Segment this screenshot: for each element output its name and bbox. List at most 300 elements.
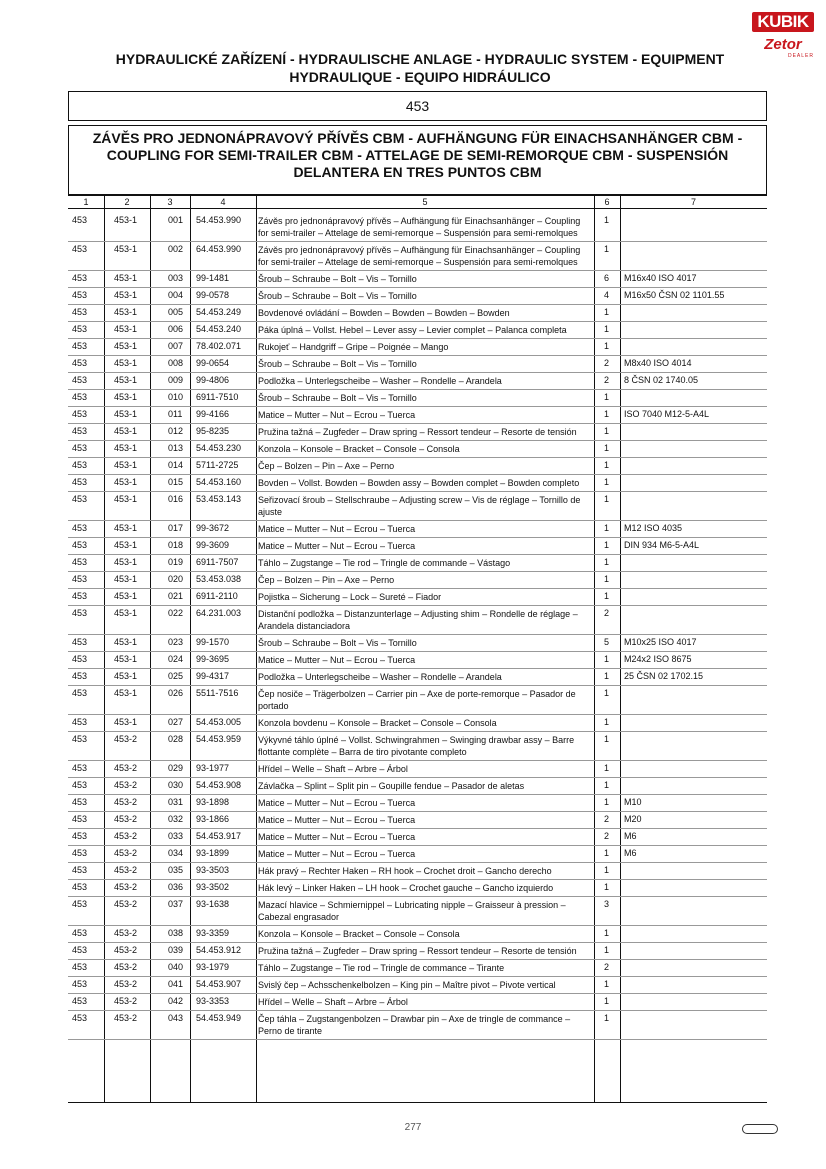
- cell-c4: 53.453.143: [196, 494, 242, 504]
- cell-quantity: 1: [604, 443, 610, 453]
- cell-quantity: 1: [604, 780, 610, 790]
- cell-c2: 453-2: [114, 928, 138, 938]
- table-row: [68, 732, 767, 761]
- cell-c2: 453-1: [114, 460, 138, 470]
- cell-description: Matice – Mutter – Nut – Ecrou – Tuerca: [258, 541, 416, 551]
- cell-c3: 009: [168, 375, 184, 385]
- cell-c3: 022: [168, 608, 184, 618]
- cell-c1: 453: [72, 477, 88, 487]
- cell-c3: 035: [168, 865, 184, 875]
- cell-c2: 453-2: [114, 899, 138, 909]
- cell-c2: 453-1: [114, 392, 138, 402]
- cell-note: M24x2 ISO 8675: [624, 654, 692, 664]
- cell-c3: 003: [168, 273, 184, 283]
- cell-quantity: 1: [604, 688, 610, 698]
- cell-c2: 453-1: [114, 654, 138, 664]
- cell-quantity: 1: [604, 324, 610, 334]
- cell-c3: 031: [168, 797, 184, 807]
- cell-c3: 016: [168, 494, 184, 504]
- cell-c4: 99-4166: [196, 409, 230, 419]
- cell-c1: 453: [72, 763, 88, 773]
- cell-c3: 042: [168, 996, 184, 1006]
- table-row: [68, 897, 767, 926]
- table-row: [68, 242, 767, 271]
- cell-quantity: 1: [604, 494, 610, 504]
- cell-c2: 453-2: [114, 780, 138, 790]
- cell-description: Matice – Mutter – Nut – Ecrou – Tuerca: [258, 524, 416, 534]
- cell-description: Závěs pro jednonápravový přívěs – Aufhängung für Einachsanhänger – Coupling for semi-trailer – Attelage de semi-remorque – Suspensión para semi-remolques: [258, 216, 581, 238]
- cell-c4: 93-3503: [196, 865, 230, 875]
- cell-description: Pružina tažná – Zugfeder – Draw spring – Ressort tendeur – Resorte de tensión: [258, 427, 577, 437]
- cell-description: Závlačka – Splint – Split pin – Goupille fendue – Pasador de aletas: [258, 781, 525, 791]
- cell-description: Matice – Mutter – Nut – Ecrou – Tuerca: [258, 798, 416, 808]
- cell-c3: 020: [168, 574, 184, 584]
- cell-c1: 453: [72, 540, 88, 550]
- cell-description: Svislý čep – Achsschenkelbolzen – King pin – Maître pivot – Pivote vertical: [258, 980, 556, 990]
- cell-description: Matice – Mutter – Nut – Ecrou – Tuerca: [258, 832, 416, 842]
- cell-c4: 6911-7507: [196, 557, 239, 567]
- cell-description: Matice – Mutter – Nut – Ecrou – Tuerca: [258, 655, 416, 665]
- table-row: [68, 555, 767, 572]
- table-row: [68, 356, 767, 373]
- cell-c1: 453: [72, 244, 88, 254]
- cell-quantity: 2: [604, 375, 610, 385]
- cell-c3: 032: [168, 814, 184, 824]
- table-row: [68, 829, 767, 846]
- table-row: [68, 686, 767, 715]
- cell-note: M20: [624, 814, 642, 824]
- table-row: [68, 669, 767, 686]
- cell-quantity: 4: [604, 290, 610, 300]
- table-row: [68, 407, 767, 424]
- cell-c3: 010: [168, 392, 184, 402]
- cell-quantity: 1: [604, 409, 610, 419]
- cell-description: Hák pravý – Rechter Haken – RH hook – Crochet droit – Gancho derecho: [258, 866, 552, 876]
- cell-c2: 453-2: [114, 996, 138, 1006]
- cell-c4: 93-1866: [196, 814, 230, 824]
- cell-c3: 018: [168, 540, 184, 550]
- cell-c2: 453-1: [114, 717, 138, 727]
- cell-quantity: 1: [604, 717, 610, 727]
- cell-c1: 453: [72, 494, 88, 504]
- cell-c3: 002: [168, 244, 184, 254]
- table-bottom-border: [68, 1102, 767, 1103]
- cell-c4: 54.453.230: [196, 443, 242, 453]
- cell-quantity: 1: [604, 426, 610, 436]
- cell-c4: 93-1979: [196, 962, 230, 972]
- cell-c2: 453-1: [114, 671, 138, 681]
- cell-c3: 026: [168, 688, 184, 698]
- cell-note: 8 ČSN 02 1740.05: [624, 375, 699, 385]
- cell-c4: 54.453.005: [196, 717, 242, 727]
- cell-quantity: 2: [604, 608, 610, 618]
- cell-c4: 5711-2725: [196, 460, 239, 470]
- table-row: [68, 492, 767, 521]
- cell-c4: 53.453.038: [196, 574, 242, 584]
- cell-c1: 453: [72, 865, 88, 875]
- document-header: [70, 50, 770, 86]
- cell-quantity: 1: [604, 392, 610, 402]
- cell-note: M8x40 ISO 4014: [624, 358, 692, 368]
- cell-c3: 017: [168, 523, 184, 533]
- cell-c4: 99-4317: [196, 671, 230, 681]
- cell-c4: 64.453.990: [196, 244, 242, 254]
- cell-c2: 453-1: [114, 426, 138, 436]
- table-row: [68, 977, 767, 994]
- cell-quantity: 3: [604, 899, 610, 909]
- cell-c3: 004: [168, 290, 184, 300]
- cell-c2: 453-2: [114, 734, 138, 744]
- table-row: [68, 339, 767, 356]
- table-row: [68, 424, 767, 441]
- cell-description: Konzola – Konsole – Bracket – Console – Consola: [258, 444, 460, 454]
- table-row: [68, 322, 767, 339]
- cell-c2: 453-2: [114, 848, 138, 858]
- cell-c3: 027: [168, 717, 184, 727]
- cell-c2: 453-1: [114, 557, 138, 567]
- cell-c1: 453: [72, 882, 88, 892]
- cell-c2: 453-2: [114, 763, 138, 773]
- table-row: [68, 213, 767, 242]
- cell-description: Páka úplná – Vollst. Hebel – Lever assy – Levier complet – Palanca completa: [258, 325, 567, 335]
- cell-description: Čep nosiče – Trägerbolzen – Carrier pin – Axe de porte-remorque – Pasador de portado: [258, 689, 576, 711]
- cell-c3: 015: [168, 477, 184, 487]
- cell-note: M16x50 ČSN 02 1101.55: [624, 290, 725, 300]
- cell-c1: 453: [72, 780, 88, 790]
- cell-quantity: 2: [604, 831, 610, 841]
- cell-note: M10: [624, 797, 642, 807]
- cell-quantity: 1: [604, 979, 610, 989]
- cell-quantity: 1: [604, 882, 610, 892]
- cell-c4: 54.453.908: [196, 780, 242, 790]
- cell-c2: 453-2: [114, 945, 138, 955]
- cell-c2: 453-1: [114, 608, 138, 618]
- cell-quantity: 1: [604, 540, 610, 550]
- cell-quantity: 1: [604, 574, 610, 584]
- cell-quantity: 1: [604, 734, 610, 744]
- cell-c4: 54.453.240: [196, 324, 242, 334]
- cell-c4: 54.453.907: [196, 979, 242, 989]
- cell-note: M12 ISO 4035: [624, 523, 683, 533]
- cell-c3: 030: [168, 780, 184, 790]
- cell-description: Podložka – Unterlegscheibe – Washer – Rondelle – Arandela: [258, 376, 502, 386]
- cell-description: Závěs pro jednonápravový přívěs – Aufhängung für Einachsanhänger – Coupling for semi-trailer – Attelage de semi-remorque – Suspensión para semi-remolques: [258, 245, 581, 267]
- cell-quantity: 1: [604, 307, 610, 317]
- table-row: [68, 1011, 767, 1040]
- cell-c4: 99-0578: [196, 290, 230, 300]
- cell-c3: 001: [168, 215, 184, 225]
- cell-c3: 024: [168, 654, 184, 664]
- title-line-3: DELANTERA EN TRES PUNTOS CBM: [293, 164, 542, 180]
- cell-description: Šroub – Schraube – Bolt – Vis – Tornillo: [258, 359, 417, 369]
- table-row: [68, 863, 767, 880]
- cell-quantity: 1: [604, 1013, 610, 1023]
- cell-c1: 453: [72, 814, 88, 824]
- cell-description: Matice – Mutter – Nut – Ecrou – Tuerca: [258, 410, 416, 420]
- cell-c2: 453-1: [114, 637, 138, 647]
- cell-description: Čep – Bolzen – Pin – Axe – Perno: [258, 575, 395, 585]
- cell-c1: 453: [72, 392, 88, 402]
- cell-quantity: 1: [604, 671, 610, 681]
- cell-c1: 453: [72, 962, 88, 972]
- table-row: [68, 994, 767, 1011]
- cell-c1: 453: [72, 1013, 88, 1023]
- table-row: [68, 778, 767, 795]
- cell-c4: 99-1481: [196, 273, 230, 283]
- cell-c1: 453: [72, 608, 88, 618]
- cell-c3: 036: [168, 882, 184, 892]
- cell-description: Čep – Bolzen – Pin – Axe – Perno: [258, 461, 395, 471]
- cell-quantity: 1: [604, 523, 610, 533]
- cell-quantity: 1: [604, 996, 610, 1006]
- cell-c1: 453: [72, 637, 88, 647]
- table-row: [68, 475, 767, 492]
- cell-c1: 453: [72, 717, 88, 727]
- cell-c4: 64.231.003: [196, 608, 242, 618]
- cell-note: ISO 7040 M12-5-A4L: [624, 409, 710, 419]
- cell-c4: 93-1898: [196, 797, 230, 807]
- cell-c3: 019: [168, 557, 184, 567]
- cell-description: Šroub – Schraube – Bolt – Vis – Tornillo: [258, 393, 417, 403]
- column-header: 1: [83, 197, 89, 207]
- cell-c4: 99-3695: [196, 654, 230, 664]
- cell-quantity: 1: [604, 654, 610, 664]
- cell-c4: 93-3359: [196, 928, 230, 938]
- cell-note: M6: [624, 831, 637, 841]
- cell-c2: 453-2: [114, 865, 138, 875]
- cell-description: Bovdenové ovládání – Bowden – Bowden – Bowden – Bowden: [258, 308, 510, 318]
- cell-c1: 453: [72, 409, 88, 419]
- column-header-row: [68, 195, 767, 209]
- cell-c2: 453-1: [114, 215, 138, 225]
- cell-c1: 453: [72, 557, 88, 567]
- cell-c4: 93-1899: [196, 848, 230, 858]
- cell-c2: 453-1: [114, 688, 138, 698]
- cell-quantity: 2: [604, 814, 610, 824]
- cell-c1: 453: [72, 797, 88, 807]
- cell-c3: 038: [168, 928, 184, 938]
- cell-c4: 54.453.990: [196, 215, 242, 225]
- cell-c3: 033: [168, 831, 184, 841]
- cell-quantity: 2: [604, 358, 610, 368]
- cell-description: Šroub – Schraube – Bolt – Vis – Tornillo: [258, 274, 417, 284]
- cell-c1: 453: [72, 848, 88, 858]
- cell-description: Mazací hlavice – Schmiernippel – Lubricating nipple – Graisseur à pression – Cabezal engrasador: [258, 900, 566, 922]
- cell-quantity: 5: [604, 637, 610, 647]
- cell-c2: 453-1: [114, 443, 138, 453]
- cell-c1: 453: [72, 426, 88, 436]
- cell-note: M10x25 ISO 4017: [624, 637, 697, 647]
- cell-description: Distanční podložka – Distanzunterlage – Adjusting shim – Rondelle de réglage – Arandela distanciadora: [258, 609, 578, 631]
- table-row: [68, 880, 767, 897]
- section-number: 453: [68, 91, 767, 121]
- cell-description: Seřizovací šroub – Stellschraube – Adjusting screw – Vis de réglage – Tornillo de ajuste: [258, 495, 581, 517]
- cell-quantity: 1: [604, 215, 610, 225]
- cell-c3: 023: [168, 637, 184, 647]
- cell-c4: 93-1977: [196, 763, 230, 773]
- cell-c1: 453: [72, 358, 88, 368]
- cell-note: M16x40 ISO 4017: [624, 273, 697, 283]
- cell-c3: 040: [168, 962, 184, 972]
- cell-c3: 008: [168, 358, 184, 368]
- cell-c4: 6911-7510: [196, 392, 239, 402]
- cell-c1: 453: [72, 574, 88, 584]
- cell-c2: 453-1: [114, 494, 138, 504]
- title-line-1: ZÁVĚS PRO JEDNONÁPRAVOVÝ PŘÍVĚS CBM - AUFHÄNGUNG FÜR EINACHSANHÄNGER CBM -: [92, 130, 743, 146]
- cell-quantity: 1: [604, 848, 610, 858]
- cell-c2: 453-1: [114, 273, 138, 283]
- cell-description: Pružina tažná – Zugfeder – Draw spring – Ressort tendeur – Resorte de tensión: [258, 946, 577, 956]
- table-row: [68, 960, 767, 977]
- header-line-2: HYDRAULIQUE - EQUIPO HIDRÁULICO: [289, 69, 551, 85]
- table-row: [68, 373, 767, 390]
- cell-quantity: 6: [604, 273, 610, 283]
- cell-c3: 007: [168, 341, 184, 351]
- table-row: [68, 521, 767, 538]
- cell-c1: 453: [72, 307, 88, 317]
- cell-c1: 453: [72, 523, 88, 533]
- cell-c2: 453-1: [114, 409, 138, 419]
- cell-description: Matice – Mutter – Nut – Ecrou – Tuerca: [258, 815, 416, 825]
- cell-c4: 54.453.959: [196, 734, 242, 744]
- table-row: [68, 441, 767, 458]
- cell-c3: 011: [168, 409, 183, 419]
- table-row: [68, 652, 767, 669]
- cell-c1: 453: [72, 341, 88, 351]
- cell-c2: 453-1: [114, 341, 138, 351]
- cell-quantity: 1: [604, 477, 610, 487]
- cell-c3: 005: [168, 307, 184, 317]
- cell-c3: 028: [168, 734, 184, 744]
- cell-c4: 99-4806: [196, 375, 230, 385]
- cell-c2: 453-2: [114, 979, 138, 989]
- cell-description: Výkyvné táhlo úplné – Vollst. Schwingrahmen – Swinging drawbar assy – Barre flottante complète – Barra de tiro pivotante completo: [258, 735, 575, 757]
- cell-c2: 453-2: [114, 814, 138, 824]
- cell-quantity: 1: [604, 460, 610, 470]
- cell-c4: 54.453.249: [196, 307, 242, 317]
- cell-c3: 014: [168, 460, 184, 470]
- cell-quantity: 2: [604, 962, 610, 972]
- table-row: [68, 812, 767, 829]
- cell-c4: 6911-2110: [196, 591, 238, 601]
- cell-description: Pojistka – Sicherung – Lock – Sureté – Fiador: [258, 592, 442, 602]
- cell-c4: 99-3609: [196, 540, 230, 550]
- cell-c1: 453: [72, 671, 88, 681]
- cell-quantity: 1: [604, 763, 610, 773]
- cell-quantity: 1: [604, 945, 610, 955]
- cell-c3: 029: [168, 763, 184, 773]
- cell-c2: 453-1: [114, 591, 138, 601]
- cell-description: Konzola bovdenu – Konsole – Bracket – Console – Consola: [258, 718, 497, 728]
- cell-c1: 453: [72, 443, 88, 453]
- cell-c4: 99-3672: [196, 523, 230, 533]
- table-row: [68, 271, 767, 288]
- cell-c3: 043: [168, 1013, 184, 1023]
- cell-c1: 453: [72, 831, 88, 841]
- cell-quantity: 1: [604, 865, 610, 875]
- cell-c1: 453: [72, 688, 88, 698]
- cell-c1: 453: [72, 591, 88, 601]
- cell-description: Šroub – Schraube – Bolt – Vis – Tornillo: [258, 291, 417, 301]
- cell-c2: 453-1: [114, 477, 138, 487]
- cell-description: Podložka – Unterlegscheibe – Washer – Rondelle – Arandela: [258, 672, 502, 682]
- cell-note: 25 ČSN 02 1702.15: [624, 671, 704, 681]
- cell-c4: 93-1638: [196, 899, 230, 909]
- cell-c2: 453-1: [114, 523, 138, 533]
- cell-c1: 453: [72, 273, 88, 283]
- cell-c1: 453: [72, 324, 88, 334]
- cell-c4: 99-1570: [196, 637, 230, 647]
- table-row: [68, 606, 767, 635]
- table-row: [68, 305, 767, 322]
- cell-c1: 453: [72, 945, 88, 955]
- table-row: [68, 635, 767, 652]
- cell-c2: 453-1: [114, 375, 138, 385]
- column-header: 7: [690, 197, 696, 207]
- cell-c4: 99-0654: [196, 358, 230, 368]
- table-row: [68, 761, 767, 778]
- table-row: [68, 846, 767, 863]
- cell-c2: 453-2: [114, 831, 138, 841]
- cell-c4: 93-3353: [196, 996, 230, 1006]
- cell-c4: 54.453.917: [196, 831, 242, 841]
- cell-description: Konzola – Konsole – Bracket – Console – Consola: [258, 929, 460, 939]
- header-line-1: HYDRAULICKÉ ZAŘÍZENÍ - HYDRAULISCHE ANLAGE - HYDRAULIC SYSTEM - EQUIPMENT: [115, 51, 725, 67]
- cell-c2: 453-2: [114, 797, 138, 807]
- column-header: 2: [124, 197, 130, 207]
- cell-c2: 453-1: [114, 574, 138, 584]
- cell-description: Hřídel – Welle – Shaft – Arbre – Árbol: [258, 997, 408, 1007]
- column-header: 6: [604, 197, 610, 207]
- footer-mark: [742, 1124, 778, 1134]
- column-header: 5: [422, 197, 428, 207]
- column-header: 3: [167, 197, 173, 207]
- cell-description: Hřídel – Welle – Shaft – Arbre – Árbol: [258, 764, 408, 774]
- cell-c4: 78.402.071: [196, 341, 242, 351]
- cell-c4: 54.453.160: [196, 477, 242, 487]
- cell-c4: 5511-7516: [196, 688, 239, 698]
- cell-c1: 453: [72, 996, 88, 1006]
- table-row: [68, 288, 767, 305]
- cell-c3: 006: [168, 324, 184, 334]
- cell-description: Bovden – Vollst. Bowden – Bowden assy – Bowden complet – Bowden completo: [258, 478, 580, 488]
- cell-c1: 453: [72, 215, 88, 225]
- cell-description: Čep táhla – Zugstangenbolzen – Drawbar pin – Axe de tringle de commance – Perno de tirante: [258, 1014, 571, 1036]
- cell-description: Rukojeť – Handgriff – Gripe – Poignée – Mango: [258, 342, 449, 352]
- column-header: 4: [220, 197, 226, 207]
- cell-c1: 453: [72, 734, 88, 744]
- cell-c3: 013: [168, 443, 184, 453]
- cell-c3: 037: [168, 899, 184, 909]
- cell-c1: 453: [72, 460, 88, 470]
- cell-quantity: 1: [604, 591, 610, 601]
- logo-brand: KUBIK: [752, 12, 814, 32]
- cell-c2: 453-1: [114, 244, 138, 254]
- logo-sub: Zetor: [764, 36, 802, 53]
- cell-c4: 54.453.912: [196, 945, 242, 955]
- table-row: [68, 926, 767, 943]
- cell-quantity: 1: [604, 244, 610, 254]
- cell-c2: 453-1: [114, 324, 138, 334]
- cell-c3: 012: [168, 426, 184, 436]
- table-row: [68, 458, 767, 475]
- cell-c2: 453-2: [114, 1013, 138, 1023]
- cell-quantity: 1: [604, 341, 610, 351]
- cell-c1: 453: [72, 928, 88, 938]
- cell-c4: 93-3502: [196, 882, 230, 892]
- cell-c3: 041: [168, 979, 184, 989]
- cell-description: Hák levý – Linker Haken – LH hook – Crochet gauche – Gancho izquierdo: [258, 883, 554, 893]
